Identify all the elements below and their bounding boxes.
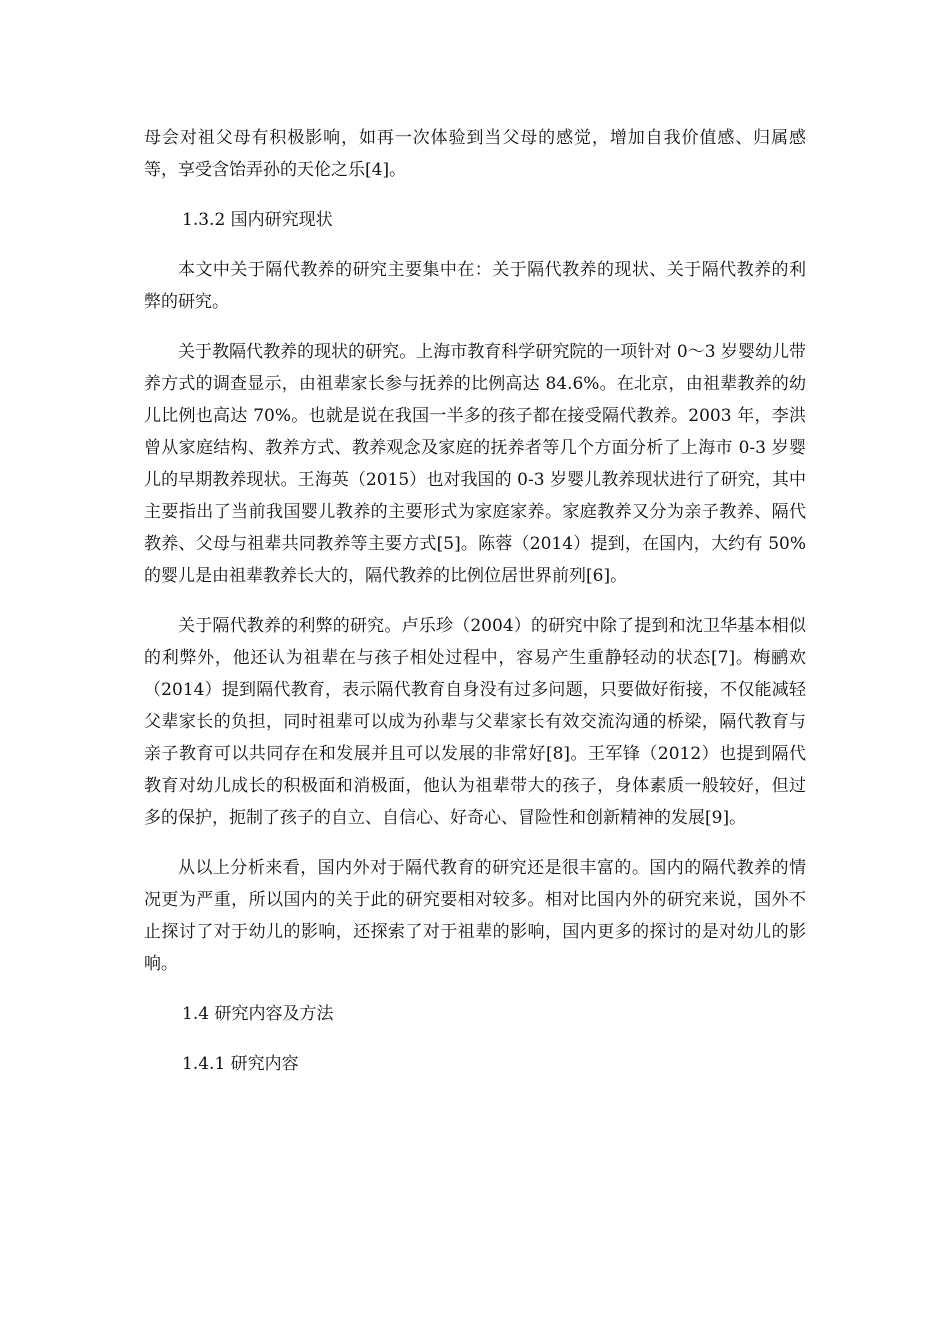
- section-heading-1-4-1: 1.4.1 研究内容: [182, 1054, 299, 1074]
- section-heading-1-3-2: 1.3.2 国内研究现状: [182, 210, 333, 230]
- spacer: [144, 236, 806, 254]
- paragraph-continuation: 母会对祖父母有积极影响，如再一次体验到当父母的感觉，增加自我价值感、归属感等，享受含饴弄孙的天伦之乐[4]。: [144, 128, 806, 180]
- spacer: [144, 1030, 806, 1048]
- spacer: [144, 834, 806, 852]
- section-heading-1-4: 1.4 研究内容及方法: [182, 1004, 334, 1024]
- paragraph-research-focus: 本文中关于隔代教养的研究主要集中在：关于隔代教养的现状、关于隔代教养的利弊的研究。: [144, 260, 806, 312]
- paragraph-current-status: 关于教隔代教养的现状的研究。上海市教育科学研究院的一项针对 0～3 岁婴幼儿带养方式的调查显示，由祖辈家长参与抚养的比例高达 84.6%。在北京，由祖辈教养的幼儿比例也高达 70%。也就是说在我国一半多的孩子都在接受隔代教养。2003 年，李洪曾从家庭结构、教养方式、教养观念及家庭的抚养者等几个方面分析了上海市 0-3 岁婴儿的早期教养现状。王海英（2015）也对我国的 0-3 岁婴儿教养现状进行了研究，其中主要指出了当前我国婴儿教养的主要形式为家庭家养。家庭教养又分为亲子教养、隔代教养、父母与祖辈共同教养等主要方式[5]。陈蓉（2014）提到，在国内，大约有 50%的婴儿是由祖辈教养长大的，隔代教养的比例位居世界前列[6]。: [144, 342, 806, 586]
- spacer: [144, 592, 806, 610]
- spacer: [144, 186, 806, 204]
- spacer: [144, 318, 806, 336]
- document-page: [144, 122, 806, 1080]
- spacer: [144, 980, 806, 998]
- paragraph-pros-cons: 关于隔代教养的利弊的研究。卢乐珍（2004）的研究中除了提到和沈卫华基本相似的利弊外，他还认为祖辈在与孩子相处过程中，容易产生重静轻动的状态[7]。梅鹂欢（2014）提到隔代教育，表示隔代教育自身没有过多问题，只要做好衔接，不仅能减轻父辈家长的负担，同时祖辈可以成为孙辈与父辈家长有效交流沟通的桥梁，隔代教育与亲子教育可以共同存在和发展并且可以发展的非常好[8]。王军锋（2012）也提到隔代教育对幼儿成长的积极面和消极面，他认为祖辈带大的孩子，身体素质一般较好，但过多的保护，扼制了孩子的自立、自信心、好奇心、冒险性和创新精神的发展[9]。: [144, 616, 806, 828]
- paragraph-summary: 从以上分析来看，国内外对于隔代教育的研究还是很丰富的。国内的隔代教养的情况更为严重，所以国内的关于此的研究要相对较多。相对比国内外的研究来说，国外不止探讨了对于幼儿的影响，还探索了对于祖辈的影响，国内更多的探讨的是对幼儿的影响。: [144, 858, 806, 974]
